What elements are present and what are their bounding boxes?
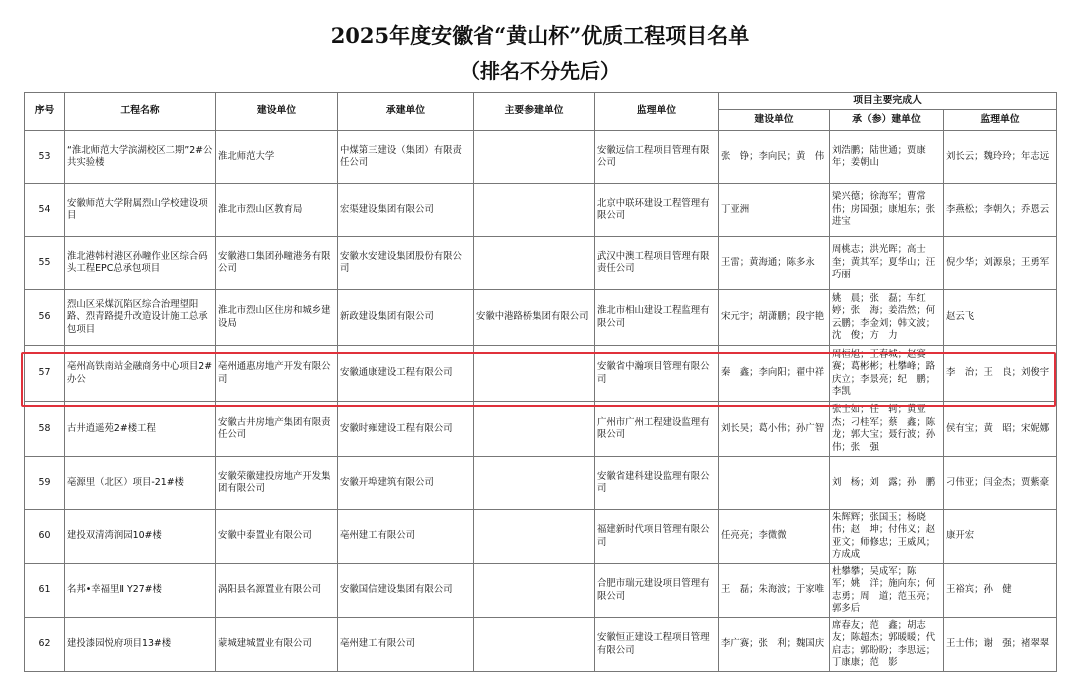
row-project-name: 淮北港韩村港区孙疃作业区综合码头工程EPC总承包项目 — [65, 237, 216, 290]
row-supervisor: 安徽恒正建设工程项目管理有限公司 — [595, 618, 719, 672]
header-seq: 序号 — [25, 93, 65, 131]
row-seq: 60 — [25, 510, 65, 564]
row-project-name: 亳州高铁南站金融商务中心项目2#办公 — [65, 346, 216, 402]
project-table — [24, 92, 1057, 672]
table-row — [25, 402, 1057, 457]
row-people-owner: 秦 鑫；李向阳；翟中祥 — [719, 346, 830, 402]
row-people-contractor: 杜攀攀；吴成军；陈 军；姚 洋；施向东；何志勇；周 道；范玉亮；郭多后 — [830, 564, 944, 618]
row-supervisor: 安徽省建科建设监理有限公司 — [595, 457, 719, 510]
row-supervisor: 武汉中澳工程项目管理有限责任公司 — [595, 237, 719, 290]
table-row — [25, 131, 1057, 184]
row-contractor: 中煤第三建设（集团）有限责任公司 — [338, 131, 474, 184]
row-contractor: 安徽开埠建筑有限公司 — [338, 457, 474, 510]
table-row — [25, 237, 1057, 290]
row-seq: 53 — [25, 131, 65, 184]
row-supervisor: 福建新时代项目管理有限公司 — [595, 510, 719, 564]
header-contractor: 承建单位 — [338, 93, 474, 131]
header-people-owner: 建设单位 — [719, 110, 830, 131]
row-owner: 安徽中泰置业有限公司 — [216, 510, 338, 564]
row-people-supervisor: 倪少华；刘源泉；王勇军 — [944, 237, 1057, 290]
row-supervisor: 合肥市瑞元建设项目管理有限公司 — [595, 564, 719, 618]
header-people-supervisor: 监理单位 — [944, 110, 1057, 131]
row-people-contractor: 刘浩鹏；陆世通；贾康年；姜朝山 — [830, 131, 944, 184]
row-owner: 安徽古井房地产集团有限责任公司 — [216, 402, 338, 457]
row-owner: 淮北市烈山区住房和城乡建设局 — [216, 290, 338, 346]
table-row — [25, 346, 1057, 402]
row-seq: 54 — [25, 184, 65, 237]
row-supervisor: 安徽远信工程项目管理有限公司 — [595, 131, 719, 184]
row-contractor: 安徽国信建设集团有限公司 — [338, 564, 474, 618]
row-project-name: 建投漆园悦府项目13#楼 — [65, 618, 216, 672]
row-contractor: 安徽水安建设集团股份有限公司 — [338, 237, 474, 290]
row-people-contractor: 周桃志；洪光晖；高士奎；黄其军；夏华山；汪巧丽 — [830, 237, 944, 290]
row-people-owner: 宋元宇；胡潇鹏；段宇艳 — [719, 290, 830, 346]
row-people-owner: 刘长昊；葛小伟；孙广智 — [719, 402, 830, 457]
page-title: 2025年度安徽省“黄山杯”优质工程项目名单 — [330, 23, 750, 48]
row-seq: 62 — [25, 618, 65, 672]
row-people-contractor: 姚 晨；张 磊；车红婷；张 海；姜浩然；何云鹏；李金刘；韩文波；沈 俊；方 力 — [830, 290, 944, 346]
row-people-supervisor: 李燕松；李朝久；乔恩云 — [944, 184, 1057, 237]
row-seq: 55 — [25, 237, 65, 290]
row-people-supervisor: 王士伟；谢 强；褚翠翠 — [944, 618, 1057, 672]
row-owner: 蒙城建城置业有限公司 — [216, 618, 338, 672]
row-owner: 淮北市烈山区教育局 — [216, 184, 338, 237]
row-people-contractor: 席春友；范 鑫；胡志友；陈超杰；郭暖暖；代启志；郭盼盼；李思远；丁康康；范 影 — [830, 618, 944, 672]
row-people-supervisor: 王裕宾；孙 健 — [944, 564, 1057, 618]
row-participant — [474, 346, 595, 402]
row-people-owner: 张 铮；李向民；黄 伟 — [719, 131, 830, 184]
row-people-owner: 王 磊；朱海波；于家唯 — [719, 564, 830, 618]
row-project-name: 安徽师范大学附属烈山学校建设项目 — [65, 184, 216, 237]
row-people-owner: 王雷；黄海通；陈多永 — [719, 237, 830, 290]
row-people-owner: 丁亚洲 — [719, 184, 830, 237]
row-people-supervisor: 刁伟亚；闫金杰；贾紫豪 — [944, 457, 1057, 510]
row-people-supervisor: 赵云飞 — [944, 290, 1057, 346]
page-bottom-edge — [24, 676, 1056, 694]
row-project-name: 名邦•幸福里Ⅱ Y27#楼 — [65, 564, 216, 618]
row-owner: 淮北师范大学 — [216, 131, 338, 184]
row-owner: 亳州通惠房地产开发有限公司 — [216, 346, 338, 402]
page-subtitle: （排名不分先后） — [460, 59, 620, 83]
table-row — [25, 510, 1057, 564]
row-participant — [474, 402, 595, 457]
row-seq: 57 — [25, 346, 65, 402]
row-owner: 涡阳县名源置业有限公司 — [216, 564, 338, 618]
row-project-name: 烈山区采煤沉陷区综合治理望阳路、烈青路提升改造设计施工总承包项目 — [65, 290, 216, 346]
row-seq: 56 — [25, 290, 65, 346]
row-people-contractor: 刘 杨；刘 露；孙 鹏 — [830, 457, 944, 510]
table-row — [25, 290, 1057, 346]
row-people-supervisor: 刘长云；魏玲玲；年志远 — [944, 131, 1057, 184]
header-project-name: 工程名称 — [65, 93, 216, 131]
row-contractor: 亳州建工有限公司 — [338, 510, 474, 564]
table-row — [25, 184, 1057, 237]
row-participant — [474, 184, 595, 237]
header-supervisor: 监理单位 — [595, 93, 719, 131]
row-owner: 安徽荣徽建投房地产开发集团有限公司 — [216, 457, 338, 510]
row-supervisor: 北京中联环建设工程管理有限公司 — [595, 184, 719, 237]
row-seq: 58 — [25, 402, 65, 457]
row-supervisor: 淮北市相山建设工程监理有限公司 — [595, 290, 719, 346]
table-row — [25, 457, 1057, 510]
row-people-contractor: 梁兴德；徐海军；曹常伟；房国强；康旭东；张进宝 — [830, 184, 944, 237]
row-people-owner — [719, 457, 830, 510]
row-supervisor: 安徽省中瀚项目管理有限公司 — [595, 346, 719, 402]
row-participant — [474, 618, 595, 672]
row-contractor: 亳州建工有限公司 — [338, 618, 474, 672]
row-project-name: “淮北师范大学滨湖校区二期”2#公共实验楼 — [65, 131, 216, 184]
row-contractor: 宏渠建设集团有限公司 — [338, 184, 474, 237]
row-project-name: 古井逍遥苑2#楼工程 — [65, 402, 216, 457]
table-row — [25, 564, 1057, 618]
row-seq: 59 — [25, 457, 65, 510]
row-people-contractor: 张士如；任 轲；黄亚杰；刁桂军；蔡 鑫；陈 龙；郭大宝；聂行波；孙 伟；张 强 — [830, 402, 944, 457]
row-people-contractor: 朱辉辉；张国玉；杨晓伟；赵 坤；付伟义；赵亚文；师修忠；王威风；方成成 — [830, 510, 944, 564]
header-people-contractor: 承（参）建单位 — [830, 110, 944, 131]
row-participant — [474, 131, 595, 184]
header-people: 项目主要完成人 — [719, 93, 1057, 110]
row-people-owner: 李广赛；张 利；魏国庆 — [719, 618, 830, 672]
header-owner: 建设单位 — [216, 93, 338, 131]
row-people-supervisor: 侯有宝；黄 昭；宋妮娜 — [944, 402, 1057, 457]
row-people-contractor: 周桓旭；王春城；赵赛赛；葛彬彬；杜攀峰；路庆立；李景亮；纪 鹏；李凯 — [830, 346, 944, 402]
row-participant — [474, 457, 595, 510]
table-row — [25, 618, 1057, 672]
row-supervisor: 广州市广州工程建设监理有限公司 — [595, 402, 719, 457]
row-people-supervisor: 康开宏 — [944, 510, 1057, 564]
row-participant — [474, 564, 595, 618]
row-participant: 安徽中港路桥集团有限公司 — [474, 290, 595, 346]
row-contractor: 新政建设集团有限公司 — [338, 290, 474, 346]
row-people-supervisor: 李 治；王 良；刘俊宇 — [944, 346, 1057, 402]
row-owner: 安徽港口集团孙疃港务有限公司 — [216, 237, 338, 290]
row-project-name: 建投双清湾润园10#楼 — [65, 510, 216, 564]
row-participant — [474, 237, 595, 290]
row-seq: 61 — [25, 564, 65, 618]
row-participant — [474, 510, 595, 564]
row-contractor: 安徽通康建设工程有限公司 — [338, 346, 474, 402]
header-participant: 主要参建单位 — [474, 93, 595, 131]
row-contractor: 安徽时雍建设工程有限公司 — [338, 402, 474, 457]
row-people-owner: 任亮亮；李微微 — [719, 510, 830, 564]
row-project-name: 亳源里（北区）项目-21#楼 — [65, 457, 216, 510]
